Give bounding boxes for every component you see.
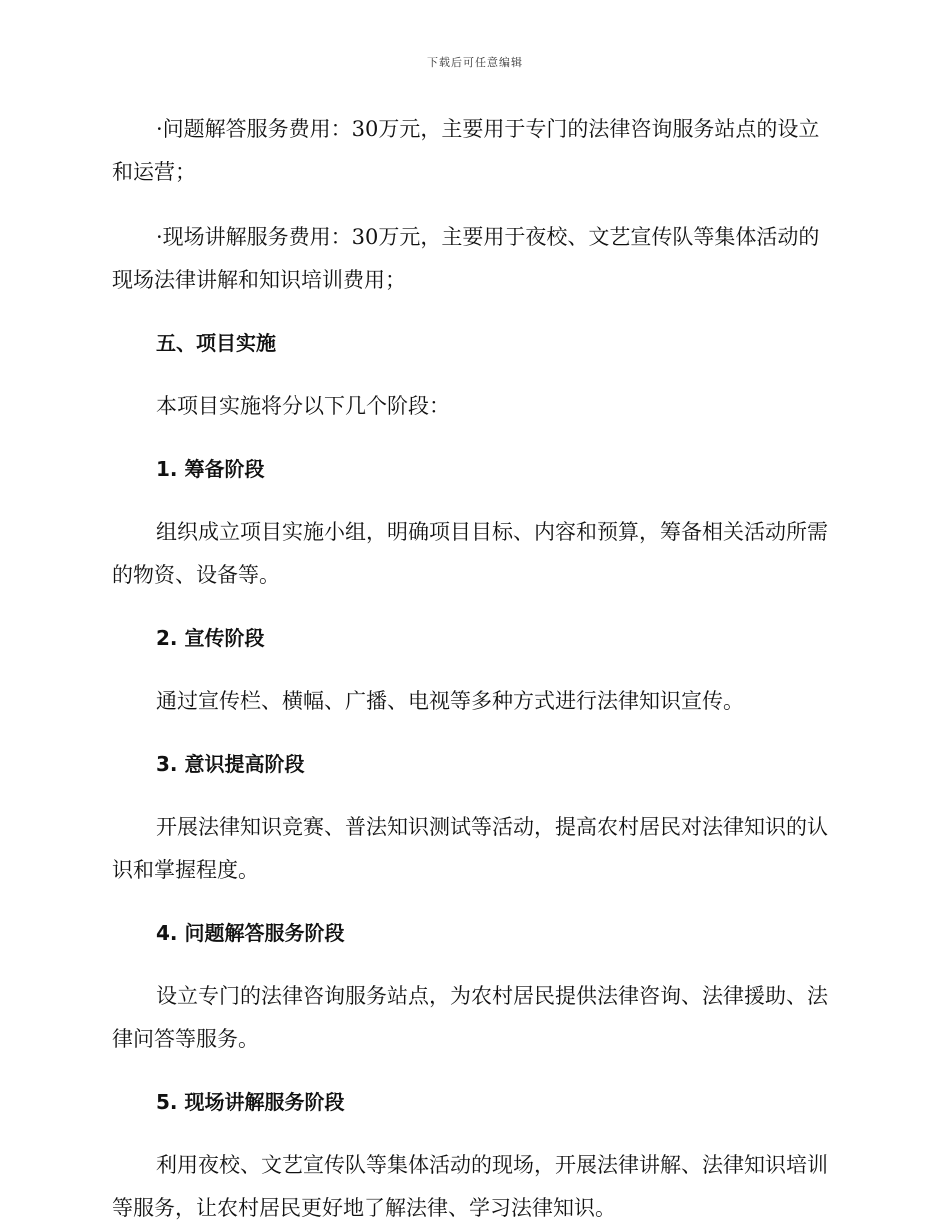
stage-heading-2: 2. 宣传阶段 bbox=[156, 626, 265, 650]
stage-heading-3: 3. 意识提高阶段 bbox=[156, 752, 305, 776]
paragraph-qa-fee: ·问题解答服务费用：30万元，主要用于专门的法律咨询服务站点的设立和运营； bbox=[112, 117, 820, 184]
paragraph-stage-4: 设立专门的法律咨询服务站点，为农村居民提供法律咨询、法律援助、法律问答等服务。 bbox=[112, 984, 828, 1051]
paragraph-intro: 本项目实施将分以下几个阶段： bbox=[156, 394, 450, 418]
section-heading-implementation: 五、项目实施 bbox=[156, 331, 276, 355]
paragraph-stage-5: 利用夜校、文艺宣传队等集体活动的现场，开展法律讲解、法律知识培训等服务，让农村居民更好地了解法律、学习法律知识。 bbox=[112, 1153, 828, 1220]
paragraph-stage-2: 通过宣传栏、横幅、广播、电视等多种方式进行法律知识宣传。 bbox=[156, 689, 744, 713]
stage-heading-4: 4. 问题解答服务阶段 bbox=[156, 921, 345, 945]
document-body bbox=[112, 108, 832, 1230]
paragraph-stage-3: 开展法律知识竞赛、普法知识测试等活动，提高农村居民对法律知识的认识和掌握程度。 bbox=[112, 815, 828, 882]
paragraph-stage-1: 组织成立项目实施小组，明确项目目标、内容和预算，筹备相关活动所需的物资、设备等。 bbox=[112, 520, 828, 587]
stage-heading-5: 5. 现场讲解服务阶段 bbox=[156, 1090, 345, 1114]
page-header: 下载后可任意编辑 bbox=[427, 56, 523, 69]
paragraph-onsite-fee: ·现场讲解服务费用：30万元，主要用于夜校、文艺宣传队等集体活动的现场法律讲解和知识培训费用； bbox=[112, 225, 820, 292]
stage-heading-1: 1. 筹备阶段 bbox=[156, 457, 265, 481]
